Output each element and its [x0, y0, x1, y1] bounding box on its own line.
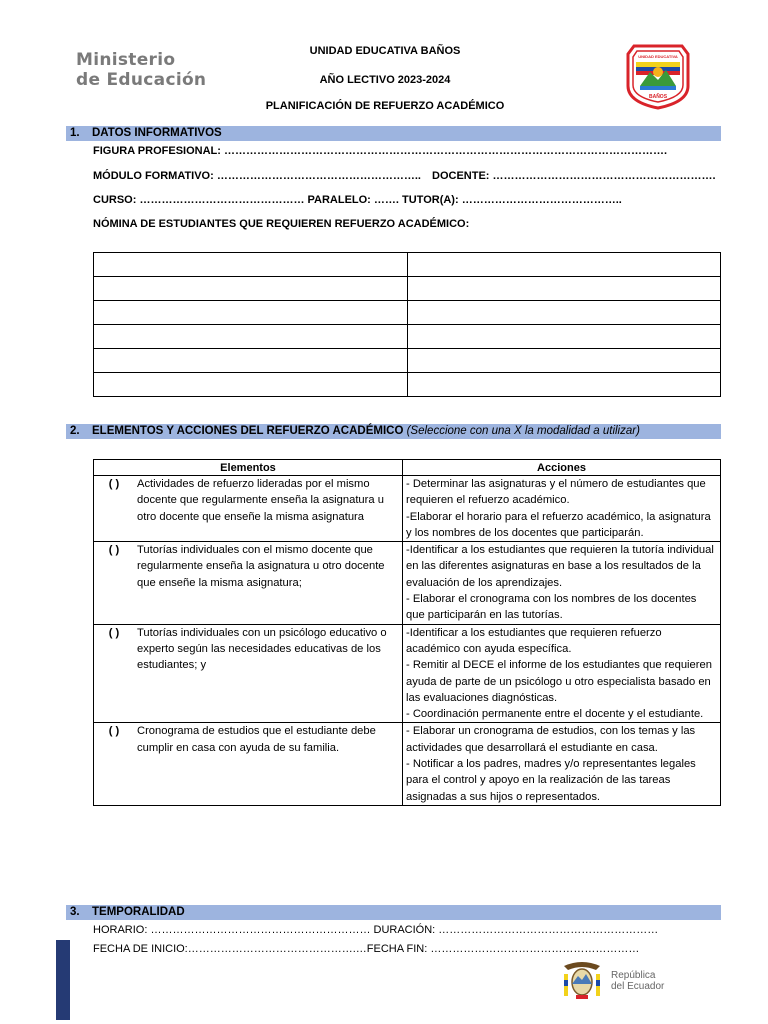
col-acciones: Acciones: [403, 460, 721, 476]
table-row: [94, 476, 721, 542]
modality-checkbox[interactable]: ( ): [94, 476, 135, 542]
seal-bottom-text: BAÑOS: [648, 94, 668, 100]
table-row: [94, 624, 721, 723]
section2-title: ELEMENTOS Y ACCIONES DEL REFUERZO ACADÉMICO: [92, 425, 404, 437]
ministerio-logo: [76, 50, 226, 90]
fechas-field: FECHA DE INICIO:……………………………………….…FECHA FIN: …………………………………………………: [93, 943, 640, 955]
elemento-cell: Tutorías individuales con el mismo docente que regularmente enseña la asignatura u otro docente que enseñe la misma asignatura;: [134, 542, 403, 624]
acciones-cell: [403, 542, 721, 624]
school-seal-icon: [626, 42, 690, 110]
modulo-formativo-field: MÓDULO FORMATIVO: ………………………………………………..: [93, 170, 421, 182]
docente-field: DOCENTE: …………………………………………………….: [432, 170, 716, 182]
ecuador-coat-of-arms-icon: [558, 958, 606, 1002]
name-cell[interactable]: [407, 301, 721, 325]
table-row: [94, 253, 721, 277]
table-row: [94, 277, 721, 301]
name-cell[interactable]: [94, 253, 408, 277]
student-names-table: [93, 252, 721, 397]
republica-ecuador-label: [611, 970, 664, 992]
acciones-cell: [403, 723, 721, 805]
modality-checkbox[interactable]: ( ): [94, 723, 135, 805]
logo-line-1: Ministerio: [76, 50, 176, 70]
name-cell[interactable]: [94, 349, 408, 373]
table-row: [94, 373, 721, 397]
accion-line: - Elaborar el cronograma con los nombres de los docentes que participarán en las tutorías.: [406, 593, 697, 622]
section3-number: 3.: [70, 906, 80, 918]
acciones-cell: [403, 624, 721, 723]
school-name: UNIDAD EDUCATIVA BAÑOS: [309, 45, 461, 57]
name-cell[interactable]: [407, 373, 721, 397]
name-cell[interactable]: [407, 277, 721, 301]
section1-title: DATOS INFORMATIVOS: [92, 127, 222, 139]
figura-profesional-field: FIGURA PROFESIONAL: ………………………………………………………………………………………………………….: [93, 145, 668, 157]
col-elementos: Elementos: [94, 460, 403, 476]
name-cell[interactable]: [407, 253, 721, 277]
acciones-cell: [403, 476, 721, 542]
accion-line: -Elaborar el horario para el refuerzo académico, la asignatura y los nombres de los docentes que participarán.: [406, 510, 711, 539]
accion-line: - Remitir al DECE el informe de los estudiantes que requieren ayuda de parte de un psicólogo u otro especialista basado en las evaluaciones diagnósticas.: [406, 659, 712, 704]
section3-header: [66, 905, 721, 920]
curso-paralelo-tutor-field: CURSO: ……………………………………… PARALELO: ……. TUTOR(A): ……………………………………..: [93, 194, 622, 206]
table-row: [94, 301, 721, 325]
section2-note: (Seleccione con una X la modalidad a utilizar): [406, 425, 640, 437]
accion-line: - Notificar a los padres, madres y/o representantes legales para el control y apoyo en la realización de las tareas asignadas a sus hijos o representados.: [406, 758, 696, 803]
section2-header: [66, 424, 721, 439]
elemento-cell: Tutorías individuales con un psicólogo educativo o experto según las necesidades educativas de los estudiantes; y: [134, 624, 403, 723]
modality-checkbox[interactable]: ( ): [94, 542, 135, 624]
section3-title: TEMPORALIDAD: [92, 906, 185, 918]
horario-duracion-field: HORARIO: …………………………………………………… DURACIÓN: ……………………………………………………: [93, 924, 659, 936]
page-title: PLANIFICACIÓN DE REFUERZO ACADÉMICO: [265, 100, 505, 112]
accion-line: - Determinar las asignaturas y el número de estudiantes que requieren el refuerzo académico.: [406, 478, 706, 507]
section1-header: [66, 126, 721, 141]
name-cell[interactable]: [94, 277, 408, 301]
table-row: [94, 349, 721, 373]
accion-line: -Identificar a los estudiantes que requieren la tutoría individual en las diferentes asignaturas en base a los resultados de la evaluación de los aprendizajes.: [406, 544, 714, 589]
accion-line: - Elaborar un cronograma de estudios, con los temas y las actividades que desarrollará el estudiante en casa.: [406, 725, 696, 754]
name-cell[interactable]: [407, 325, 721, 349]
table-row: [94, 325, 721, 349]
footer-line-2: del Ecuador: [611, 981, 665, 992]
table-header-row: [94, 460, 721, 476]
logo-line-2: de Educación: [76, 70, 207, 90]
table-row: [94, 542, 721, 624]
table-row: [94, 723, 721, 805]
name-cell[interactable]: [94, 301, 408, 325]
accion-line: -Identificar a los estudiantes que requieren refuerzo académico con ayuda específica.: [406, 626, 662, 655]
modality-checkbox[interactable]: ( ): [94, 624, 135, 723]
name-cell[interactable]: [407, 349, 721, 373]
accion-line: - Coordinación permanente entre el docente y el estudiante.: [406, 708, 704, 721]
elemento-cell: Actividades de refuerzo lideradas por el mismo docente que regularmente enseña la asignatura u otro docente que enseñe la misma asignatura: [134, 476, 403, 542]
school-year: AÑO LECTIVO 2023-2024: [319, 74, 451, 86]
seal-top-text: UNIDAD EDUCATIVA: [638, 54, 678, 59]
section2-number: 2.: [70, 425, 80, 437]
nomina-label: NÓMINA DE ESTUDIANTES QUE REQUIEREN REFUERZO ACADÉMICO:: [93, 218, 470, 230]
footer-line-1: República: [611, 970, 656, 981]
name-cell[interactable]: [94, 373, 408, 397]
footer-stripe: [56, 940, 70, 1020]
section1-number: 1.: [70, 127, 80, 139]
elements-actions-table: [93, 459, 721, 806]
name-cell[interactable]: [94, 325, 408, 349]
elemento-cell: Cronograma de estudios que el estudiante debe cumplir en casa con ayuda de su familia.: [134, 723, 403, 805]
